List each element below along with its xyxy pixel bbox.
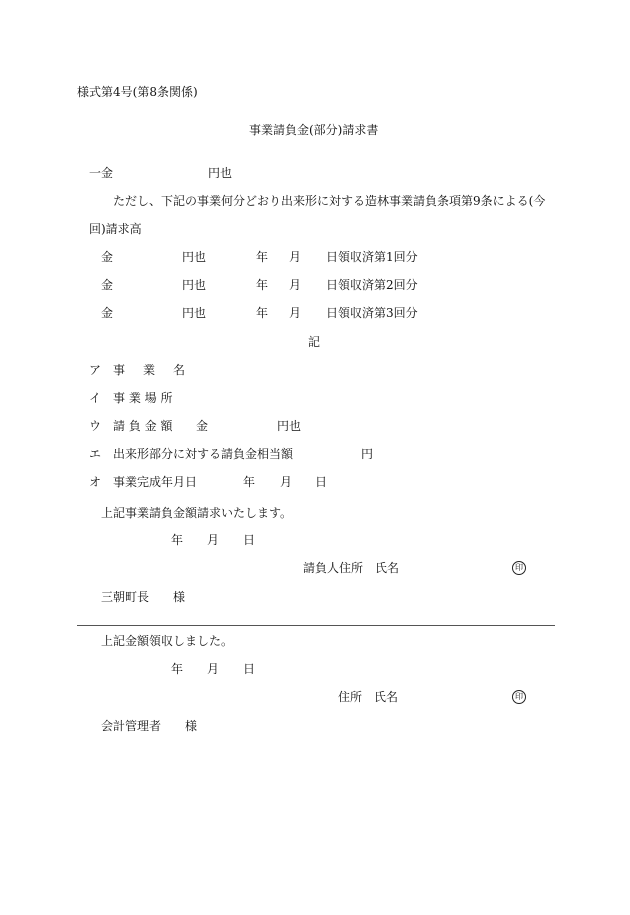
request-statement: 上記事業請負金額請求いたします。 — [101, 506, 293, 520]
request-month: 月 — [207, 533, 220, 547]
request-day: 日 — [243, 533, 256, 547]
received-text: 日領収済第1回分 — [326, 250, 418, 264]
amount-prefix: 一金 — [89, 166, 114, 180]
section-divider — [77, 625, 555, 626]
received-kin: 金 — [101, 278, 114, 292]
receipt-year: 年 — [171, 662, 184, 676]
item-o-label: 事業完成年月日 — [113, 475, 198, 489]
request-signer: 請負人住所 氏名 — [303, 561, 400, 575]
item-u-kin: 金 — [196, 419, 209, 433]
receipt-day: 日 — [243, 662, 256, 676]
item-o-day: 日 — [315, 475, 328, 489]
received-enya: 円也 — [182, 306, 207, 320]
seal-mark: 印 — [512, 690, 526, 704]
received-month: 月 — [289, 306, 302, 320]
receipt-signer: 住所 氏名 — [338, 690, 399, 704]
ki-heading: 記 — [308, 335, 321, 349]
received-month: 月 — [289, 278, 302, 292]
received-enya: 円也 — [182, 278, 207, 292]
seal-mark: 印 — [512, 561, 526, 575]
item-o-mark: オ — [89, 475, 102, 489]
received-text: 日領収済第2回分 — [326, 278, 418, 292]
item-i-label: 事 業 場 所 — [113, 391, 173, 405]
description-line-1: ただし、下記の事業何分どおり出来形に対する造林事業請負条項第9条による(今 — [113, 194, 546, 208]
received-kin: 金 — [101, 250, 114, 264]
received-kin: 金 — [101, 306, 114, 320]
item-e-yen: 円 — [361, 447, 374, 461]
received-year: 年 — [256, 306, 269, 320]
item-o-month: 月 — [280, 475, 293, 489]
item-a-mark: ア — [89, 363, 102, 377]
receipt-statement: 上記金額領収しました。 — [101, 634, 234, 648]
item-a-label: 事 業 名 — [113, 363, 189, 377]
receipt-addressee: 会計管理者 様 — [101, 719, 198, 733]
received-text: 日領収済第3回分 — [326, 306, 418, 320]
item-u-enya: 円也 — [277, 419, 302, 433]
document-title: 事業請負金(部分)請求書 — [249, 123, 379, 137]
item-u-label: 請 負 金 額 — [113, 419, 173, 433]
received-month: 月 — [289, 250, 302, 264]
item-u-mark: ウ — [89, 419, 102, 433]
received-year: 年 — [256, 250, 269, 264]
received-enya: 円也 — [182, 250, 207, 264]
item-i-mark: イ — [89, 391, 102, 405]
request-addressee: 三朝町長 様 — [101, 590, 186, 604]
form-number: 様式第4号(第8条関係) — [77, 85, 198, 99]
receipt-month: 月 — [207, 662, 220, 676]
item-e-mark: エ — [89, 447, 102, 461]
description-line-2: 回)請求高 — [89, 222, 142, 236]
item-o-year: 年 — [243, 475, 256, 489]
amount-suffix: 円也 — [208, 166, 233, 180]
received-year: 年 — [256, 278, 269, 292]
request-year: 年 — [171, 533, 184, 547]
item-e-label: 出来形部分に対する請負金相当額 — [113, 447, 294, 461]
